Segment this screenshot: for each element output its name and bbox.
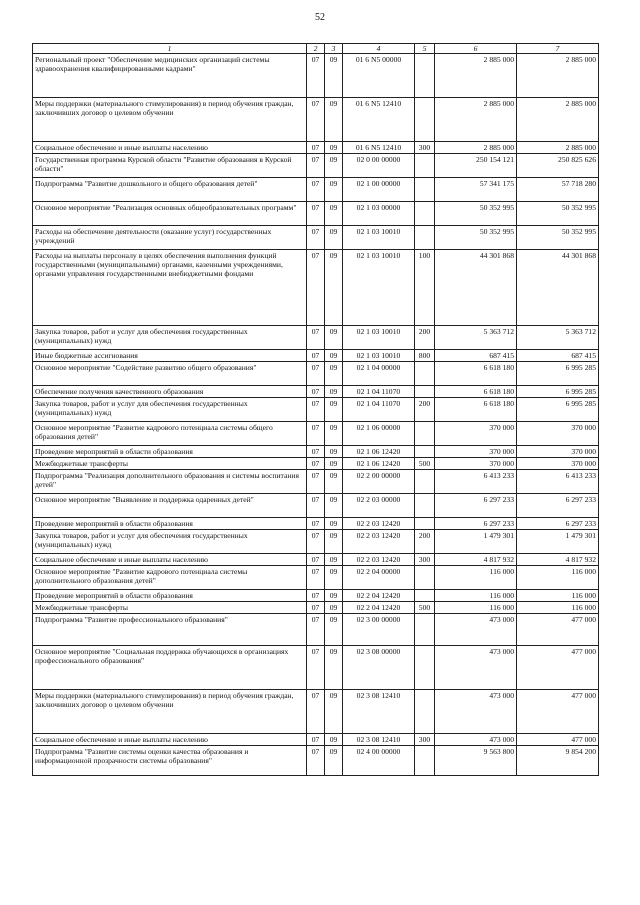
expense-type-code-cell: 500 bbox=[415, 458, 435, 470]
target-article-code-cell: 02 1 03 10010 bbox=[343, 350, 415, 362]
table-row bbox=[33, 494, 599, 518]
section-code-cell: 07 bbox=[307, 178, 325, 202]
item-name-cell: Проведение мероприятий в области образования bbox=[33, 446, 307, 458]
item-name-cell: Основное мероприятие "Реализация основных общеобразовательных программ" bbox=[33, 202, 307, 226]
item-name-cell: Меры поддержки (материального стимулирования) в период обучения граждан, заключивших договор о целевом обучении bbox=[33, 690, 307, 734]
subsection-code-cell: 09 bbox=[325, 422, 343, 446]
amount-year-2-cell: 50 352 995 bbox=[517, 202, 599, 226]
target-article-code-cell: 02 2 00 00000 bbox=[343, 470, 415, 494]
target-article-code-cell: 02 1 04 11070 bbox=[343, 398, 415, 422]
expense-type-code-cell bbox=[415, 494, 435, 518]
amount-year-1-cell: 687 415 bbox=[435, 350, 517, 362]
expense-type-code-cell: 100 bbox=[415, 250, 435, 326]
target-article-code-cell: 01 6 N5 00000 bbox=[343, 54, 415, 98]
section-code-cell: 07 bbox=[307, 554, 325, 566]
amount-year-1-cell: 44 301 868 bbox=[435, 250, 517, 326]
target-article-code-cell: 02 2 04 00000 bbox=[343, 566, 415, 590]
expense-type-code-cell: 200 bbox=[415, 530, 435, 554]
amount-year-1-cell: 370 000 bbox=[435, 446, 517, 458]
table-row bbox=[33, 250, 599, 326]
amount-year-2-cell: 370 000 bbox=[517, 446, 599, 458]
item-name-cell: Проведение мероприятий в области образования bbox=[33, 590, 307, 602]
amount-year-2-cell: 6 995 285 bbox=[517, 398, 599, 422]
section-code-cell: 07 bbox=[307, 326, 325, 350]
target-article-code-cell: 02 3 00 00000 bbox=[343, 614, 415, 646]
expense-type-code-cell bbox=[415, 646, 435, 690]
target-article-code-cell: 01 6 N5 12410 bbox=[343, 142, 415, 154]
item-name-cell: Иные бюджетные ассигнования bbox=[33, 350, 307, 362]
amount-year-2-cell: 4 817 932 bbox=[517, 554, 599, 566]
table-row bbox=[33, 734, 599, 746]
target-article-code-cell: 02 3 08 12410 bbox=[343, 734, 415, 746]
amount-year-2-cell: 116 000 bbox=[517, 566, 599, 590]
item-name-cell: Проведение мероприятий в области образования bbox=[33, 518, 307, 530]
amount-year-2-cell: 57 718 280 bbox=[517, 178, 599, 202]
subsection-code-cell: 09 bbox=[325, 142, 343, 154]
amount-year-2-cell: 687 415 bbox=[517, 350, 599, 362]
amount-year-2-cell: 50 352 995 bbox=[517, 226, 599, 250]
table-row bbox=[33, 602, 599, 614]
section-code-cell: 07 bbox=[307, 202, 325, 226]
amount-year-1-cell: 473 000 bbox=[435, 690, 517, 734]
expense-type-code-cell: 300 bbox=[415, 734, 435, 746]
table-row bbox=[33, 566, 599, 590]
amount-year-2-cell: 250 825 626 bbox=[517, 154, 599, 178]
amount-year-1-cell: 6 413 233 bbox=[435, 470, 517, 494]
amount-year-2-cell: 2 885 000 bbox=[517, 54, 599, 98]
amount-year-1-cell: 370 000 bbox=[435, 422, 517, 446]
section-code-cell: 07 bbox=[307, 746, 325, 776]
expense-type-code-cell bbox=[415, 54, 435, 98]
target-article-code-cell: 02 2 04 12420 bbox=[343, 590, 415, 602]
column-header: 6 bbox=[435, 44, 517, 54]
amount-year-1-cell: 57 341 175 bbox=[435, 178, 517, 202]
table-row bbox=[33, 746, 599, 776]
table-row bbox=[33, 326, 599, 350]
item-name-cell: Основное мероприятие "Содействие развитию общего образования" bbox=[33, 362, 307, 386]
expense-type-code-cell bbox=[415, 614, 435, 646]
table-row bbox=[33, 350, 599, 362]
expense-type-code-cell bbox=[415, 362, 435, 386]
item-name-cell: Закупка товаров, работ и услуг для обеспечения государственных (муниципальных) нужд bbox=[33, 398, 307, 422]
item-name-cell: Социальное обеспечение и иные выплаты населению bbox=[33, 554, 307, 566]
item-name-cell: Основное мероприятие "Выявление и поддержка одаренных детей" bbox=[33, 494, 307, 518]
target-article-code-cell: 01 6 N5 12410 bbox=[343, 98, 415, 142]
section-code-cell: 07 bbox=[307, 690, 325, 734]
amount-year-1-cell: 2 885 000 bbox=[435, 54, 517, 98]
expense-type-code-cell bbox=[415, 98, 435, 142]
item-name-cell: Подпрограмма "Реализация дополнительного образования и системы воспитания детей" bbox=[33, 470, 307, 494]
table-row bbox=[33, 518, 599, 530]
amount-year-1-cell: 6 618 180 bbox=[435, 398, 517, 422]
table-row bbox=[33, 422, 599, 446]
amount-year-2-cell: 370 000 bbox=[517, 458, 599, 470]
subsection-code-cell: 09 bbox=[325, 566, 343, 590]
table-row bbox=[33, 446, 599, 458]
column-header: 7 bbox=[517, 44, 599, 54]
subsection-code-cell: 09 bbox=[325, 54, 343, 98]
target-article-code-cell: 02 1 04 00000 bbox=[343, 362, 415, 386]
item-name-cell: Обеспечение получения качественного образования bbox=[33, 386, 307, 398]
target-article-code-cell: 02 2 03 12420 bbox=[343, 530, 415, 554]
section-code-cell: 07 bbox=[307, 154, 325, 178]
item-name-cell: Закупка товаров, работ и услуг для обеспечения государственных (муниципальных) нужд bbox=[33, 326, 307, 350]
item-name-cell: Региональный проект "Обеспечение медицинских организаций системы здравоохранения квалифицированными кадрами" bbox=[33, 54, 307, 98]
amount-year-2-cell: 370 000 bbox=[517, 422, 599, 446]
amount-year-2-cell: 477 000 bbox=[517, 614, 599, 646]
expense-type-code-cell bbox=[415, 566, 435, 590]
amount-year-2-cell: 477 000 bbox=[517, 690, 599, 734]
expense-type-code-cell bbox=[415, 386, 435, 398]
item-name-cell: Социальное обеспечение и иные выплаты населению bbox=[33, 734, 307, 746]
subsection-code-cell: 09 bbox=[325, 154, 343, 178]
column-header: 4 bbox=[343, 44, 415, 54]
amount-year-1-cell: 6 297 233 bbox=[435, 494, 517, 518]
subsection-code-cell: 09 bbox=[325, 690, 343, 734]
table-row bbox=[33, 470, 599, 494]
expense-type-code-cell: 200 bbox=[415, 326, 435, 350]
item-name-cell: Закупка товаров, работ и услуг для обеспечения государственных (муниципальных) нужд bbox=[33, 530, 307, 554]
subsection-code-cell: 09 bbox=[325, 614, 343, 646]
target-article-code-cell: 02 1 03 10010 bbox=[343, 226, 415, 250]
expense-type-code-cell bbox=[415, 422, 435, 446]
expense-type-code-cell: 300 bbox=[415, 554, 435, 566]
amount-year-1-cell: 370 000 bbox=[435, 458, 517, 470]
subsection-code-cell: 09 bbox=[325, 518, 343, 530]
section-code-cell: 07 bbox=[307, 646, 325, 690]
amount-year-2-cell: 44 301 868 bbox=[517, 250, 599, 326]
target-article-code-cell: 02 0 00 00000 bbox=[343, 154, 415, 178]
amount-year-2-cell: 6 297 233 bbox=[517, 494, 599, 518]
expense-type-code-cell bbox=[415, 154, 435, 178]
target-article-code-cell: 02 1 03 10010 bbox=[343, 250, 415, 326]
amount-year-2-cell: 477 000 bbox=[517, 734, 599, 746]
subsection-code-cell: 09 bbox=[325, 250, 343, 326]
section-code-cell: 07 bbox=[307, 734, 325, 746]
amount-year-1-cell: 1 479 301 bbox=[435, 530, 517, 554]
item-name-cell: Расходы на выплаты персоналу в целях обеспечения выполнения функций государственными (муниципальными) органами, казенными учреждениями, органами управления государственными внебюджетными фондами bbox=[33, 250, 307, 326]
target-article-code-cell: 02 1 04 11070 bbox=[343, 386, 415, 398]
table-row bbox=[33, 142, 599, 154]
amount-year-1-cell: 50 352 995 bbox=[435, 202, 517, 226]
column-header: 3 bbox=[325, 44, 343, 54]
target-article-code-cell: 02 2 03 12420 bbox=[343, 554, 415, 566]
amount-year-1-cell: 250 154 121 bbox=[435, 154, 517, 178]
item-name-cell: Межбюджетные трансферты bbox=[33, 602, 307, 614]
subsection-code-cell: 09 bbox=[325, 202, 343, 226]
section-code-cell: 07 bbox=[307, 226, 325, 250]
item-name-cell: Подпрограмма "Развитие профессионального образования" bbox=[33, 614, 307, 646]
expense-type-code-cell bbox=[415, 470, 435, 494]
subsection-code-cell: 09 bbox=[325, 178, 343, 202]
page-number: 52 bbox=[315, 12, 325, 23]
table-row bbox=[33, 690, 599, 734]
expense-type-code-cell bbox=[415, 518, 435, 530]
target-article-code-cell: 02 3 08 00000 bbox=[343, 646, 415, 690]
expense-type-code-cell: 800 bbox=[415, 350, 435, 362]
target-article-code-cell: 02 1 06 00000 bbox=[343, 422, 415, 446]
subsection-code-cell: 09 bbox=[325, 746, 343, 776]
amount-year-2-cell: 2 885 000 bbox=[517, 142, 599, 154]
subsection-code-cell: 09 bbox=[325, 362, 343, 386]
amount-year-1-cell: 9 563 800 bbox=[435, 746, 517, 776]
target-article-code-cell: 02 2 03 00000 bbox=[343, 494, 415, 518]
target-article-code-cell: 02 1 03 10010 bbox=[343, 326, 415, 350]
amount-year-2-cell: 6 995 285 bbox=[517, 386, 599, 398]
item-name-cell: Основное мероприятие "Развитие кадрового потенциала системы общего образования детей" bbox=[33, 422, 307, 446]
amount-year-2-cell: 6 413 233 bbox=[517, 470, 599, 494]
expense-type-code-cell: 500 bbox=[415, 602, 435, 614]
target-article-code-cell: 02 1 00 00000 bbox=[343, 178, 415, 202]
target-article-code-cell: 02 3 08 12410 bbox=[343, 690, 415, 734]
item-name-cell: Государственная программа Курской области "Развитие образования в Курской области" bbox=[33, 154, 307, 178]
section-code-cell: 07 bbox=[307, 98, 325, 142]
section-code-cell: 07 bbox=[307, 386, 325, 398]
expense-type-code-cell bbox=[415, 590, 435, 602]
section-code-cell: 07 bbox=[307, 530, 325, 554]
table-row bbox=[33, 54, 599, 98]
amount-year-2-cell: 6 297 233 bbox=[517, 518, 599, 530]
section-code-cell: 07 bbox=[307, 250, 325, 326]
subsection-code-cell: 09 bbox=[325, 494, 343, 518]
header-row bbox=[33, 44, 599, 54]
amount-year-2-cell: 477 000 bbox=[517, 646, 599, 690]
expense-type-code-cell: 300 bbox=[415, 142, 435, 154]
table-row bbox=[33, 386, 599, 398]
amount-year-2-cell: 116 000 bbox=[517, 602, 599, 614]
target-article-code-cell: 02 1 06 12420 bbox=[343, 458, 415, 470]
subsection-code-cell: 09 bbox=[325, 602, 343, 614]
item-name-cell: Подпрограмма "Развитие системы оценки качества образования и информационной прозрачности системы образования" bbox=[33, 746, 307, 776]
table-row bbox=[33, 226, 599, 250]
subsection-code-cell: 09 bbox=[325, 554, 343, 566]
table-row bbox=[33, 398, 599, 422]
expense-type-code-cell bbox=[415, 690, 435, 734]
item-name-cell: Основное мероприятие "Социальная поддержка обучающихся в организациях профессионального образования" bbox=[33, 646, 307, 690]
table-row bbox=[33, 554, 599, 566]
amount-year-1-cell: 473 000 bbox=[435, 646, 517, 690]
subsection-code-cell: 09 bbox=[325, 470, 343, 494]
subsection-code-cell: 09 bbox=[325, 326, 343, 350]
table-row bbox=[33, 178, 599, 202]
section-code-cell: 07 bbox=[307, 518, 325, 530]
section-code-cell: 07 bbox=[307, 458, 325, 470]
amount-year-1-cell: 6 618 180 bbox=[435, 362, 517, 386]
item-name-cell: Расходы на обеспечение деятельности (оказание услуг) государственных учреждений bbox=[33, 226, 307, 250]
subsection-code-cell: 09 bbox=[325, 530, 343, 554]
amount-year-2-cell: 116 000 bbox=[517, 590, 599, 602]
item-name-cell: Основное мероприятие "Развитие кадрового потенциала системы дополнительного образования детей" bbox=[33, 566, 307, 590]
amount-year-1-cell: 4 817 932 bbox=[435, 554, 517, 566]
expense-type-code-cell bbox=[415, 446, 435, 458]
table-row bbox=[33, 590, 599, 602]
target-article-code-cell: 02 2 04 12420 bbox=[343, 602, 415, 614]
budget-table bbox=[32, 43, 599, 776]
section-code-cell: 07 bbox=[307, 54, 325, 98]
table-row bbox=[33, 614, 599, 646]
amount-year-1-cell: 50 352 995 bbox=[435, 226, 517, 250]
item-name-cell: Меры поддержки (материального стимулирования) в период обучения граждан, заключивших договор о целевом обучении bbox=[33, 98, 307, 142]
amount-year-2-cell: 9 854 200 bbox=[517, 746, 599, 776]
target-article-code-cell: 02 4 00 00000 bbox=[343, 746, 415, 776]
section-code-cell: 07 bbox=[307, 446, 325, 458]
amount-year-1-cell: 116 000 bbox=[435, 566, 517, 590]
subsection-code-cell: 09 bbox=[325, 350, 343, 362]
expense-type-code-cell bbox=[415, 746, 435, 776]
amount-year-2-cell: 2 885 000 bbox=[517, 98, 599, 142]
column-header: 5 bbox=[415, 44, 435, 54]
subsection-code-cell: 09 bbox=[325, 446, 343, 458]
column-header: 2 bbox=[307, 44, 325, 54]
expense-type-code-cell: 200 bbox=[415, 398, 435, 422]
table-row bbox=[33, 530, 599, 554]
amount-year-2-cell: 6 995 285 bbox=[517, 362, 599, 386]
section-code-cell: 07 bbox=[307, 362, 325, 386]
section-code-cell: 07 bbox=[307, 602, 325, 614]
amount-year-1-cell: 116 000 bbox=[435, 590, 517, 602]
amount-year-2-cell: 1 479 301 bbox=[517, 530, 599, 554]
item-name-cell: Межбюджетные трансферты bbox=[33, 458, 307, 470]
amount-year-1-cell: 6 297 233 bbox=[435, 518, 517, 530]
amount-year-2-cell: 5 363 712 bbox=[517, 326, 599, 350]
section-code-cell: 07 bbox=[307, 590, 325, 602]
subsection-code-cell: 09 bbox=[325, 386, 343, 398]
section-code-cell: 07 bbox=[307, 566, 325, 590]
section-code-cell: 07 bbox=[307, 614, 325, 646]
target-article-code-cell: 02 1 06 12420 bbox=[343, 446, 415, 458]
section-code-cell: 07 bbox=[307, 398, 325, 422]
amount-year-1-cell: 2 885 000 bbox=[435, 98, 517, 142]
subsection-code-cell: 09 bbox=[325, 590, 343, 602]
table-row bbox=[33, 646, 599, 690]
section-code-cell: 07 bbox=[307, 142, 325, 154]
target-article-code-cell: 02 2 03 12420 bbox=[343, 518, 415, 530]
expense-type-code-cell bbox=[415, 178, 435, 202]
amount-year-1-cell: 473 000 bbox=[435, 734, 517, 746]
section-code-cell: 07 bbox=[307, 422, 325, 446]
item-name-cell: Подпрограмма "Развитие дошкольного и общего образования детей" bbox=[33, 178, 307, 202]
subsection-code-cell: 09 bbox=[325, 734, 343, 746]
amount-year-1-cell: 2 885 000 bbox=[435, 142, 517, 154]
target-article-code-cell: 02 1 03 00000 bbox=[343, 202, 415, 226]
section-code-cell: 07 bbox=[307, 494, 325, 518]
subsection-code-cell: 09 bbox=[325, 98, 343, 142]
table-row bbox=[33, 98, 599, 142]
section-code-cell: 07 bbox=[307, 350, 325, 362]
subsection-code-cell: 09 bbox=[325, 458, 343, 470]
section-code-cell: 07 bbox=[307, 470, 325, 494]
subsection-code-cell: 09 bbox=[325, 646, 343, 690]
table-row bbox=[33, 202, 599, 226]
table-row bbox=[33, 458, 599, 470]
expense-type-code-cell bbox=[415, 202, 435, 226]
expense-type-code-cell bbox=[415, 226, 435, 250]
table-row bbox=[33, 154, 599, 178]
amount-year-1-cell: 473 000 bbox=[435, 614, 517, 646]
table-row bbox=[33, 362, 599, 386]
column-header: 1 bbox=[33, 44, 307, 54]
amount-year-1-cell: 6 618 180 bbox=[435, 386, 517, 398]
item-name-cell: Социальное обеспечение и иные выплаты населению bbox=[33, 142, 307, 154]
subsection-code-cell: 09 bbox=[325, 398, 343, 422]
amount-year-1-cell: 116 000 bbox=[435, 602, 517, 614]
subsection-code-cell: 09 bbox=[325, 226, 343, 250]
amount-year-1-cell: 5 363 712 bbox=[435, 326, 517, 350]
